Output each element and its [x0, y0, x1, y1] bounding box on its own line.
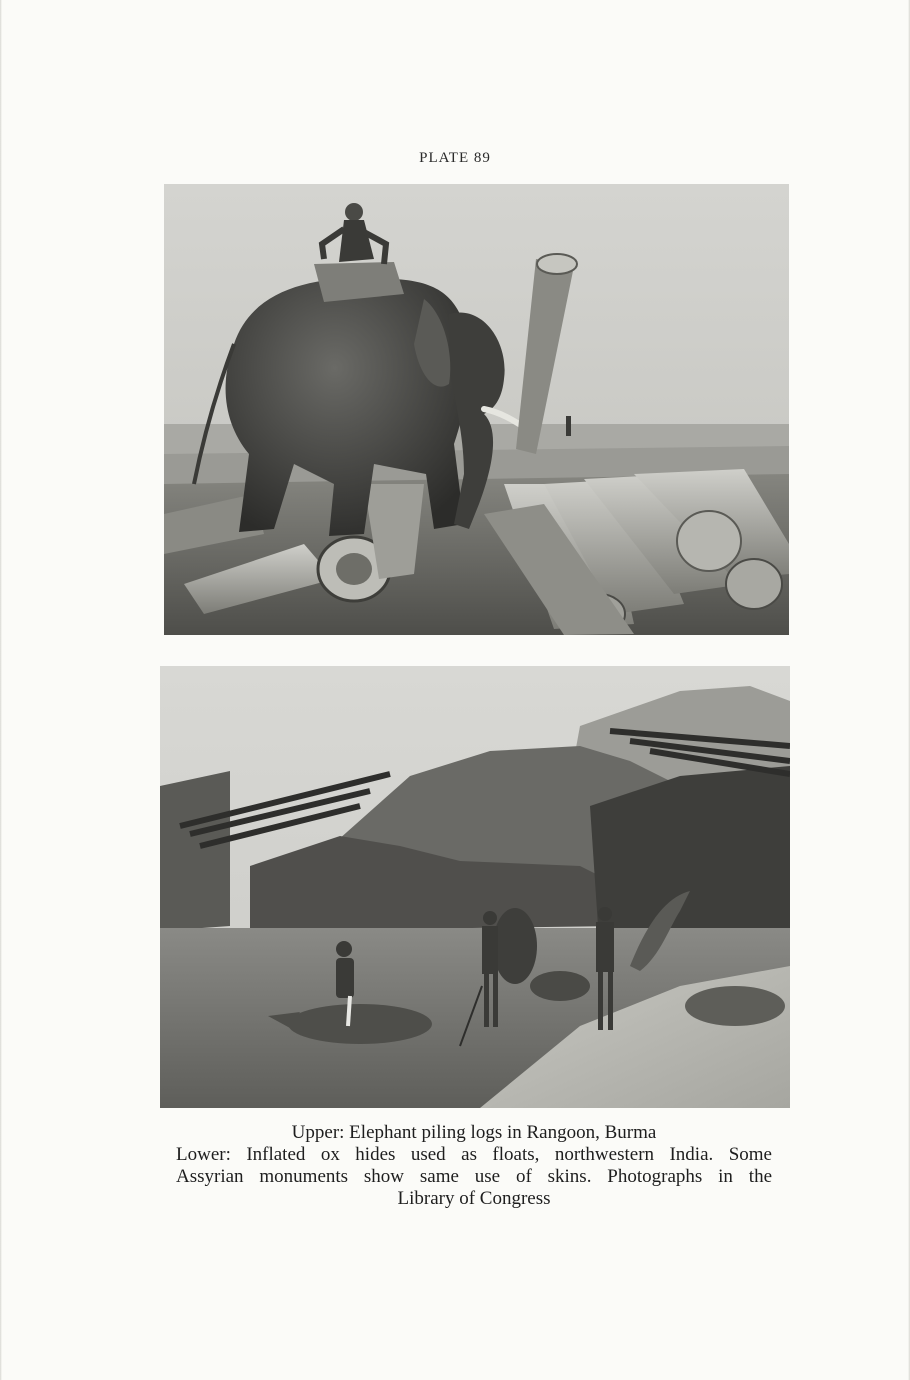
- left-cliff: [160, 771, 230, 931]
- lower-photograph: [160, 666, 790, 1108]
- plate-title: PLATE 89: [419, 150, 491, 166]
- caption-lower-line-1: Lower: Inflated ox hides used as floats, northwestern India. Some: [176, 1144, 772, 1165]
- lifted-log-end: [537, 254, 577, 274]
- caption-lower-line-2: Assyrian monuments show same use of skins. Photographs in the: [176, 1166, 772, 1187]
- plate-caption: [176, 1122, 772, 1210]
- scan-left-edge: [0, 0, 2, 1380]
- caption-upper-line: Upper: Elephant piling logs in Rangoon, Burma: [291, 1122, 657, 1143]
- upper-photo-illustration: [164, 184, 789, 635]
- distant-figure: [566, 416, 571, 436]
- upper-photograph: [164, 184, 789, 635]
- caption-lower-line-3: Library of Congress: [397, 1188, 551, 1209]
- lower-photo-illustration: [160, 666, 790, 1108]
- paddle: [348, 996, 350, 1026]
